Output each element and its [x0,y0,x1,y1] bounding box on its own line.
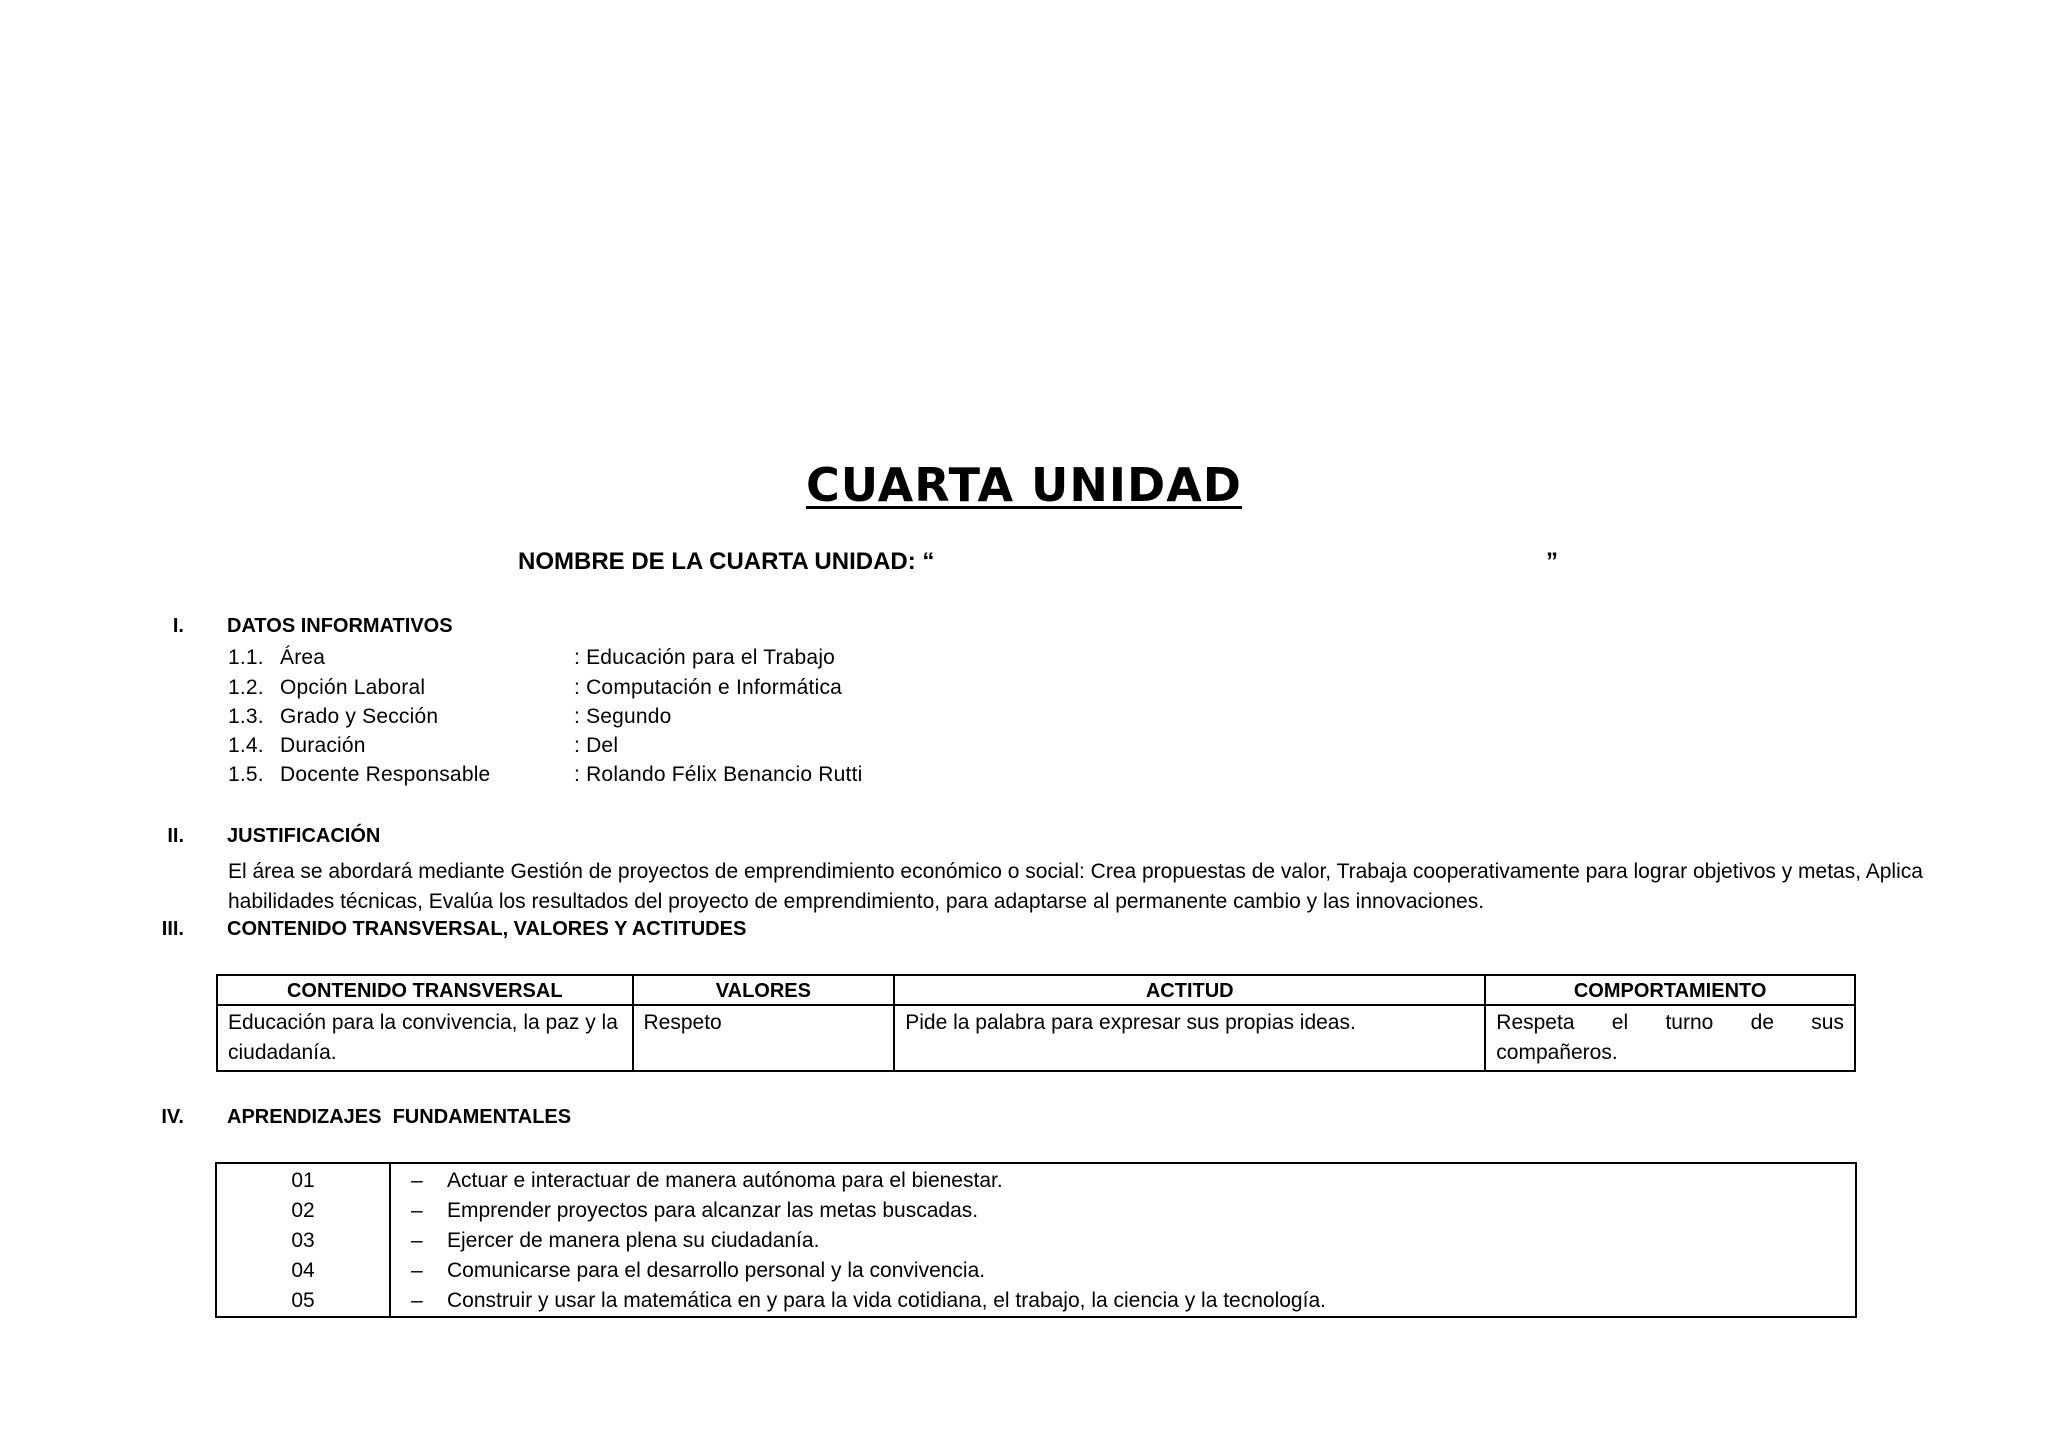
section-1-title: DATOS INFORMATIVOS [227,615,453,637]
table-row [217,1005,1855,1071]
comportamiento-line-1: Respeta el turno de sus [1496,1011,1844,1034]
info-row-3-value: : Segundo [574,705,672,728]
info-row-4-label: Duración [280,734,366,757]
list-item [411,1256,1855,1286]
section-4-number: IV. [161,1106,184,1128]
justification-text: El área se abordará mediante Gestión de proyectos de emprendimiento económico o social: Crea propuestas de valor, Trabaja cooperativamente para lograr objetivos y metas, Aplica habilidades técnicas, Evalúa los resultados del proyecto de emprendimiento, para adaptarse al permanente cambio y las innovaciones. [228,860,1923,913]
learning-item-2-text: Emprender proyectos para alcanzar las metas buscadas. [447,1199,979,1222]
learning-numbers-cell [216,1163,390,1317]
unit-name-line [518,548,1558,584]
info-row-4-value: : Del [574,734,619,757]
info-row-1-value: : Educación para el Trabajo [574,646,836,669]
info-row-4-number: 1.4. [228,734,264,757]
learning-item-1-number: 01 [291,1169,315,1192]
section-1-number: I. [172,615,184,637]
cell-contenido: Educación para la convivencia, la paz y la ciudadanía. [217,1005,633,1071]
header-actitud: ACTITUD [894,975,1485,1005]
learning-item-2-number: 02 [291,1199,315,1222]
learning-table [215,1162,1857,1318]
header-comportamiento: COMPORTAMIENTO [1485,975,1855,1005]
dash-bullet: – [411,1229,423,1252]
table-header-row [217,975,1855,1005]
section-2-title: JUSTIFICACIÓN [227,825,381,847]
learning-item-4-number: 04 [291,1259,315,1282]
info-row-2-label: Opción Laboral [280,676,426,699]
comportamiento-line-2: compañeros. [1496,1041,1618,1064]
learning-item-3-number: 03 [291,1229,315,1252]
table-row [216,1163,1856,1317]
section-2-number: II. [167,825,184,847]
info-row-2-value: : Computación e Informática [574,676,843,699]
header-valores: VALORES [633,975,895,1005]
dash-bullet: – [411,1289,423,1312]
info-row-2-number: 1.2. [228,676,264,699]
unit-name-closing-quote: ” [1546,548,1558,575]
learning-item-3-text: Ejercer de manera plena su ciudadanía. [447,1229,820,1252]
learning-texts-cell [390,1163,1856,1317]
info-row-3-number: 1.3. [228,705,264,728]
transversal-table [216,974,1856,1072]
dash-bullet: – [411,1199,423,1222]
info-row-5-number: 1.5. [228,763,264,786]
list-item [411,1196,1855,1226]
section-3-number: III. [161,918,184,940]
learning-item-4-text: Comunicarse para el desarrollo personal y la convivencia. [447,1259,986,1282]
cell-actitud: Pide la palabra para expresar sus propias ideas. [894,1005,1485,1071]
list-item [411,1166,1855,1196]
cell-valores: Respeto [633,1005,895,1071]
cell-comportamiento [1485,1005,1855,1071]
dash-bullet: – [411,1259,423,1282]
section-3-title: CONTENIDO TRANSVERSAL, VALORES Y ACTITUDES [227,918,747,940]
list-item [411,1286,1855,1316]
dash-bullet: – [411,1169,423,1192]
info-row-1-label: Área [280,646,326,669]
info-row-5-label: Docente Responsable [280,763,491,786]
info-row-3-label: Grado y Sección [280,705,439,728]
unit-name-label: NOMBRE DE LA CUARTA UNIDAD: “ [518,548,935,575]
page-title: CUARTA UNIDAD [805,458,1242,512]
learning-item-5-text: Construir y usar la matemática en y para la vida cotidiana, el trabajo, la ciencia y la tecnología. [447,1289,1326,1312]
section-4-title: APRENDIZAJES FUNDAMENTALES [227,1106,572,1128]
info-row-5-value: : Rolando Félix Benancio Rutti [574,763,863,786]
info-row-1-number: 1.1. [228,646,264,669]
learning-item-1-text: Actuar e interactuar de manera autónoma para el bienestar. [447,1169,1003,1192]
header-contenido: CONTENIDO TRANSVERSAL [217,975,633,1005]
list-item [411,1226,1855,1256]
learning-item-5-number: 05 [291,1289,315,1312]
